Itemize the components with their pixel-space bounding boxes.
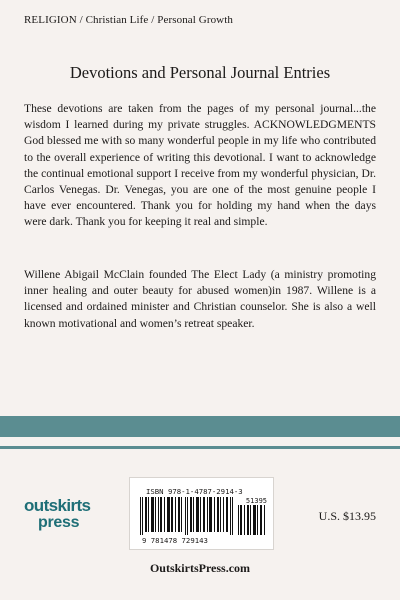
isbn-label: ISBN 978-1-4787-2914-3 — [146, 487, 243, 496]
price-code-digits: 51395 — [245, 497, 267, 505]
accent-line — [0, 446, 400, 449]
price-label: U.S. $13.95 — [318, 509, 376, 523]
ean-digits: 9 781478 729143 — [142, 536, 208, 545]
publisher-website: OutskirtsPress.com — [149, 561, 251, 575]
barcode — [129, 477, 274, 550]
logo-text-outskirts: outskirts — [24, 496, 91, 515]
addon-barcode-bars — [238, 505, 266, 535]
accent-band — [0, 416, 400, 437]
book-title: Devotions and Personal Journal Entries — [69, 63, 331, 82]
logo-text-press: press — [38, 514, 80, 531]
ean-barcode-bars — [140, 497, 234, 535]
author-bio-paragraph: Willene Abigail McClain founded The Elect Lady (a ministry promoting inner healing and outer beauty for abused women)in 1987. Willene is a licensed and ordained minister and Christian counselor. She is also a well known motivational and women’s retreat speaker. — [24, 268, 376, 330]
category-line: RELIGION / Christian Life / Personal Growth — [24, 14, 233, 26]
description-paragraph: These devotions are taken from the pages of my personal journal...the wisdom I learned during my private struggles. ACKNOWLEDGMENTS God blessed me with so many wonderful people in my life who contributed to the overall experience of writing this devotional. I want to acknowledge the continual emotional support I receive from my wonderful physician, Dr. Carlos Venegas. Dr. Venegas, you are one of the most genuine people I have ever encountered. Thank you for holding my hand when the days were dark. Thank you for keeping it real and simple. — [24, 102, 376, 229]
publisher-logo — [24, 496, 96, 542]
